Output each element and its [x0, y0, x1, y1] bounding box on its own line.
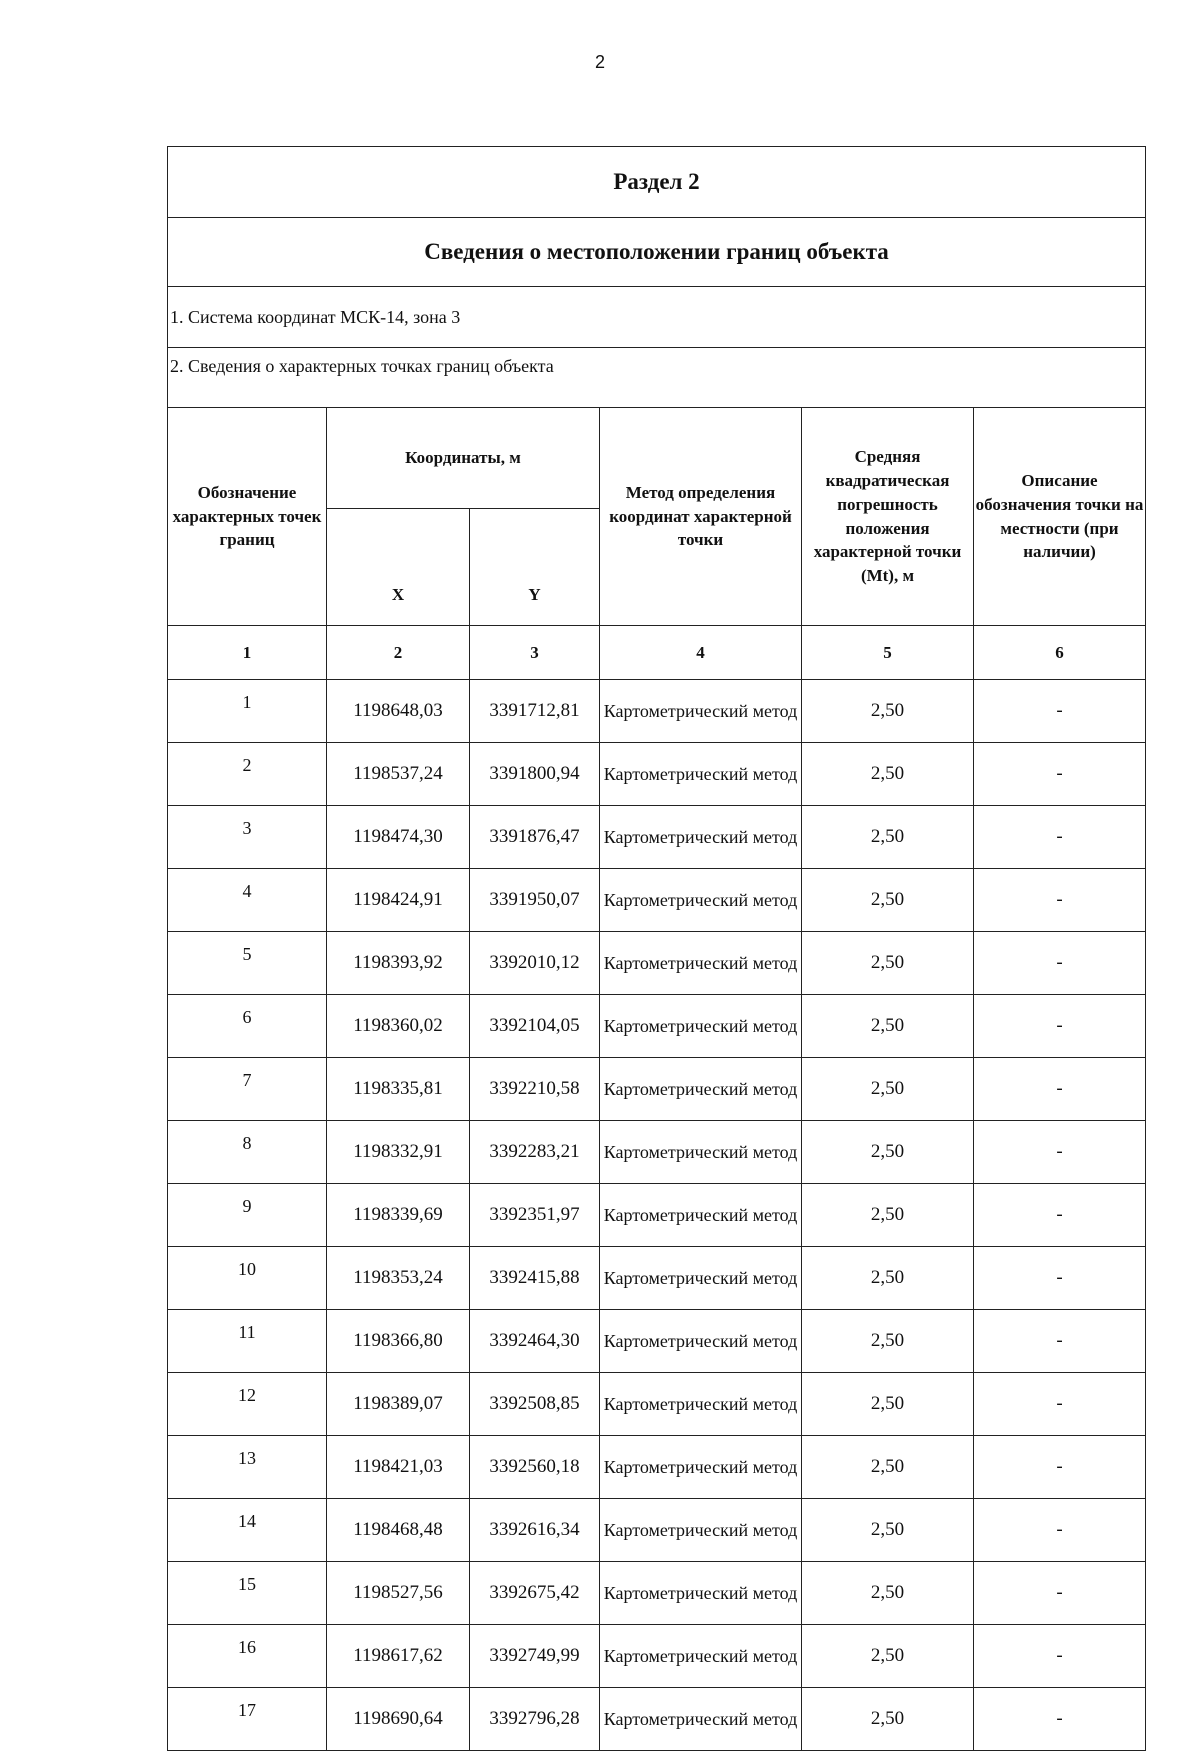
header-error: Средняя квадратическая погрешность положения характерной точки (Mt), м: [802, 408, 974, 626]
header-x: X: [327, 509, 470, 626]
table-row: [168, 1625, 1146, 1688]
method-cell: Картометрический метод: [600, 1625, 802, 1688]
point-number-cell: 1: [168, 680, 327, 743]
error-cell: 2,50: [802, 806, 974, 869]
y-coordinate-cell: 3392560,18: [470, 1436, 600, 1499]
description-cell: -: [974, 995, 1146, 1058]
method-cell: Картометрический метод: [600, 1373, 802, 1436]
error-cell: 2,50: [802, 1058, 974, 1121]
column-number: 3: [470, 626, 600, 680]
method-cell: Картометрический метод: [600, 995, 802, 1058]
method-cell: Картометрический метод: [600, 1247, 802, 1310]
header-designation: Обозначение характерных точек границ: [168, 408, 327, 626]
table-row: [168, 743, 1146, 806]
x-coordinate-cell: 1198537,24: [327, 743, 470, 806]
description-cell: -: [974, 1058, 1146, 1121]
error-cell: 2,50: [802, 1436, 974, 1499]
point-number-cell: 14: [168, 1499, 327, 1562]
x-coordinate-cell: 1198366,80: [327, 1310, 470, 1373]
x-coordinate-cell: 1198389,07: [327, 1373, 470, 1436]
x-coordinate-cell: 1198474,30: [327, 806, 470, 869]
y-coordinate-cell: 3392351,97: [470, 1184, 600, 1247]
y-coordinate-cell: 3392210,58: [470, 1058, 600, 1121]
table-row: [168, 1121, 1146, 1184]
y-coordinate-cell: 3392749,99: [470, 1625, 600, 1688]
x-coordinate-cell: 1198393,92: [327, 932, 470, 995]
header-coordinates: Координаты, м: [327, 408, 600, 509]
x-coordinate-cell: 1198424,91: [327, 869, 470, 932]
description-cell: -: [974, 1688, 1146, 1751]
table-row: [168, 1058, 1146, 1121]
header-method: Метод определения координат характерной точки: [600, 408, 802, 626]
point-number-cell: 2: [168, 743, 327, 806]
y-coordinate-cell: 3391950,07: [470, 869, 600, 932]
method-cell: Картометрический метод: [600, 1310, 802, 1373]
column-number: 1: [168, 626, 327, 680]
point-number-cell: 17: [168, 1688, 327, 1751]
point-number-cell: 7: [168, 1058, 327, 1121]
error-cell: 2,50: [802, 1625, 974, 1688]
method-cell: Картометрический метод: [600, 680, 802, 743]
table-row: [168, 1499, 1146, 1562]
method-cell: Картометрический метод: [600, 869, 802, 932]
point-number-cell: 6: [168, 995, 327, 1058]
y-coordinate-cell: 3392010,12: [470, 932, 600, 995]
table-row: [168, 932, 1146, 995]
description-cell: -: [974, 1247, 1146, 1310]
boundary-points-table: [167, 146, 1146, 1751]
x-coordinate-cell: 1198527,56: [327, 1562, 470, 1625]
page-number: 2: [594, 52, 605, 72]
error-cell: 2,50: [802, 1247, 974, 1310]
x-coordinate-cell: 1198353,24: [327, 1247, 470, 1310]
y-coordinate-cell: 3392415,88: [470, 1247, 600, 1310]
y-coordinate-cell: 3391876,47: [470, 806, 600, 869]
coordinate-system-line: 1. Система координат МСК-14, зона 3: [168, 287, 1146, 348]
y-coordinate-cell: 3392508,85: [470, 1373, 600, 1436]
x-coordinate-cell: 1198690,64: [327, 1688, 470, 1751]
point-number-cell: 12: [168, 1373, 327, 1436]
method-cell: Картометрический метод: [600, 932, 802, 995]
error-cell: 2,50: [802, 1373, 974, 1436]
description-cell: -: [974, 1436, 1146, 1499]
table-row: [168, 1562, 1146, 1625]
x-coordinate-cell: 1198648,03: [327, 680, 470, 743]
x-coordinate-cell: 1198468,48: [327, 1499, 470, 1562]
x-coordinate-cell: 1198332,91: [327, 1121, 470, 1184]
point-number-cell: 5: [168, 932, 327, 995]
description-cell: -: [974, 806, 1146, 869]
y-coordinate-cell: 3392796,28: [470, 1688, 600, 1751]
point-number-cell: 4: [168, 869, 327, 932]
x-coordinate-cell: 1198360,02: [327, 995, 470, 1058]
x-coordinate-cell: 1198339,69: [327, 1184, 470, 1247]
points-info-line: 2. Сведения о характерных точках границ объекта: [168, 348, 1146, 408]
description-cell: -: [974, 1499, 1146, 1562]
method-cell: Картометрический метод: [600, 1562, 802, 1625]
y-coordinate-cell: 3392675,42: [470, 1562, 600, 1625]
x-coordinate-cell: 1198335,81: [327, 1058, 470, 1121]
y-coordinate-cell: 3392283,21: [470, 1121, 600, 1184]
error-cell: 2,50: [802, 932, 974, 995]
table-row: [168, 806, 1146, 869]
point-number-cell: 13: [168, 1436, 327, 1499]
x-coordinate-cell: 1198421,03: [327, 1436, 470, 1499]
table-row: [168, 995, 1146, 1058]
header-y: Y: [470, 509, 600, 626]
description-cell: -: [974, 932, 1146, 995]
description-cell: -: [974, 1121, 1146, 1184]
table-row: [168, 869, 1146, 932]
table-row: [168, 1688, 1146, 1751]
error-cell: 2,50: [802, 1184, 974, 1247]
method-cell: Картометрический метод: [600, 1058, 802, 1121]
error-cell: 2,50: [802, 1310, 974, 1373]
header-description: Описание обозначения точки на местности (при наличии): [974, 408, 1146, 626]
description-cell: -: [974, 680, 1146, 743]
method-cell: Картометрический метод: [600, 1436, 802, 1499]
x-coordinate-cell: 1198617,62: [327, 1625, 470, 1688]
y-coordinate-cell: 3392104,05: [470, 995, 600, 1058]
point-number-cell: 9: [168, 1184, 327, 1247]
description-cell: -: [974, 1184, 1146, 1247]
error-cell: 2,50: [802, 995, 974, 1058]
method-cell: Картометрический метод: [600, 1184, 802, 1247]
point-number-cell: 3: [168, 806, 327, 869]
description-cell: -: [974, 1373, 1146, 1436]
point-number-cell: 8: [168, 1121, 327, 1184]
description-cell: -: [974, 743, 1146, 806]
error-cell: 2,50: [802, 869, 974, 932]
error-cell: 2,50: [802, 1562, 974, 1625]
method-cell: Картометрический метод: [600, 1121, 802, 1184]
y-coordinate-cell: 3392616,34: [470, 1499, 600, 1562]
table-row: [168, 1184, 1146, 1247]
error-cell: 2,50: [802, 743, 974, 806]
error-cell: 2,50: [802, 1688, 974, 1751]
section-subtitle: Сведения о местоположении границ объекта: [168, 218, 1146, 287]
description-cell: -: [974, 1310, 1146, 1373]
table-row: [168, 1373, 1146, 1436]
error-cell: 2,50: [802, 1121, 974, 1184]
table-row: [168, 1310, 1146, 1373]
point-number-cell: 16: [168, 1625, 327, 1688]
method-cell: Картометрический метод: [600, 1499, 802, 1562]
description-cell: -: [974, 1562, 1146, 1625]
description-cell: -: [974, 869, 1146, 932]
table-row: [168, 1247, 1146, 1310]
error-cell: 2,50: [802, 1499, 974, 1562]
column-number: 2: [327, 626, 470, 680]
y-coordinate-cell: 3391800,94: [470, 743, 600, 806]
column-number-row: [168, 626, 1146, 680]
method-cell: Картометрический метод: [600, 1688, 802, 1751]
table-row: [168, 680, 1146, 743]
method-cell: Картометрический метод: [600, 743, 802, 806]
section-title: Раздел 2: [168, 147, 1146, 218]
column-number: 4: [600, 626, 802, 680]
table-row: [168, 1436, 1146, 1499]
error-cell: 2,50: [802, 680, 974, 743]
point-number-cell: 11: [168, 1310, 327, 1373]
method-cell: Картометрический метод: [600, 806, 802, 869]
column-number: 6: [974, 626, 1146, 680]
section-sheet: [167, 146, 1145, 1751]
y-coordinate-cell: 3392464,30: [470, 1310, 600, 1373]
point-number-cell: 15: [168, 1562, 327, 1625]
description-cell: -: [974, 1625, 1146, 1688]
column-number: 5: [802, 626, 974, 680]
y-coordinate-cell: 3391712,81: [470, 680, 600, 743]
point-number-cell: 10: [168, 1247, 327, 1310]
